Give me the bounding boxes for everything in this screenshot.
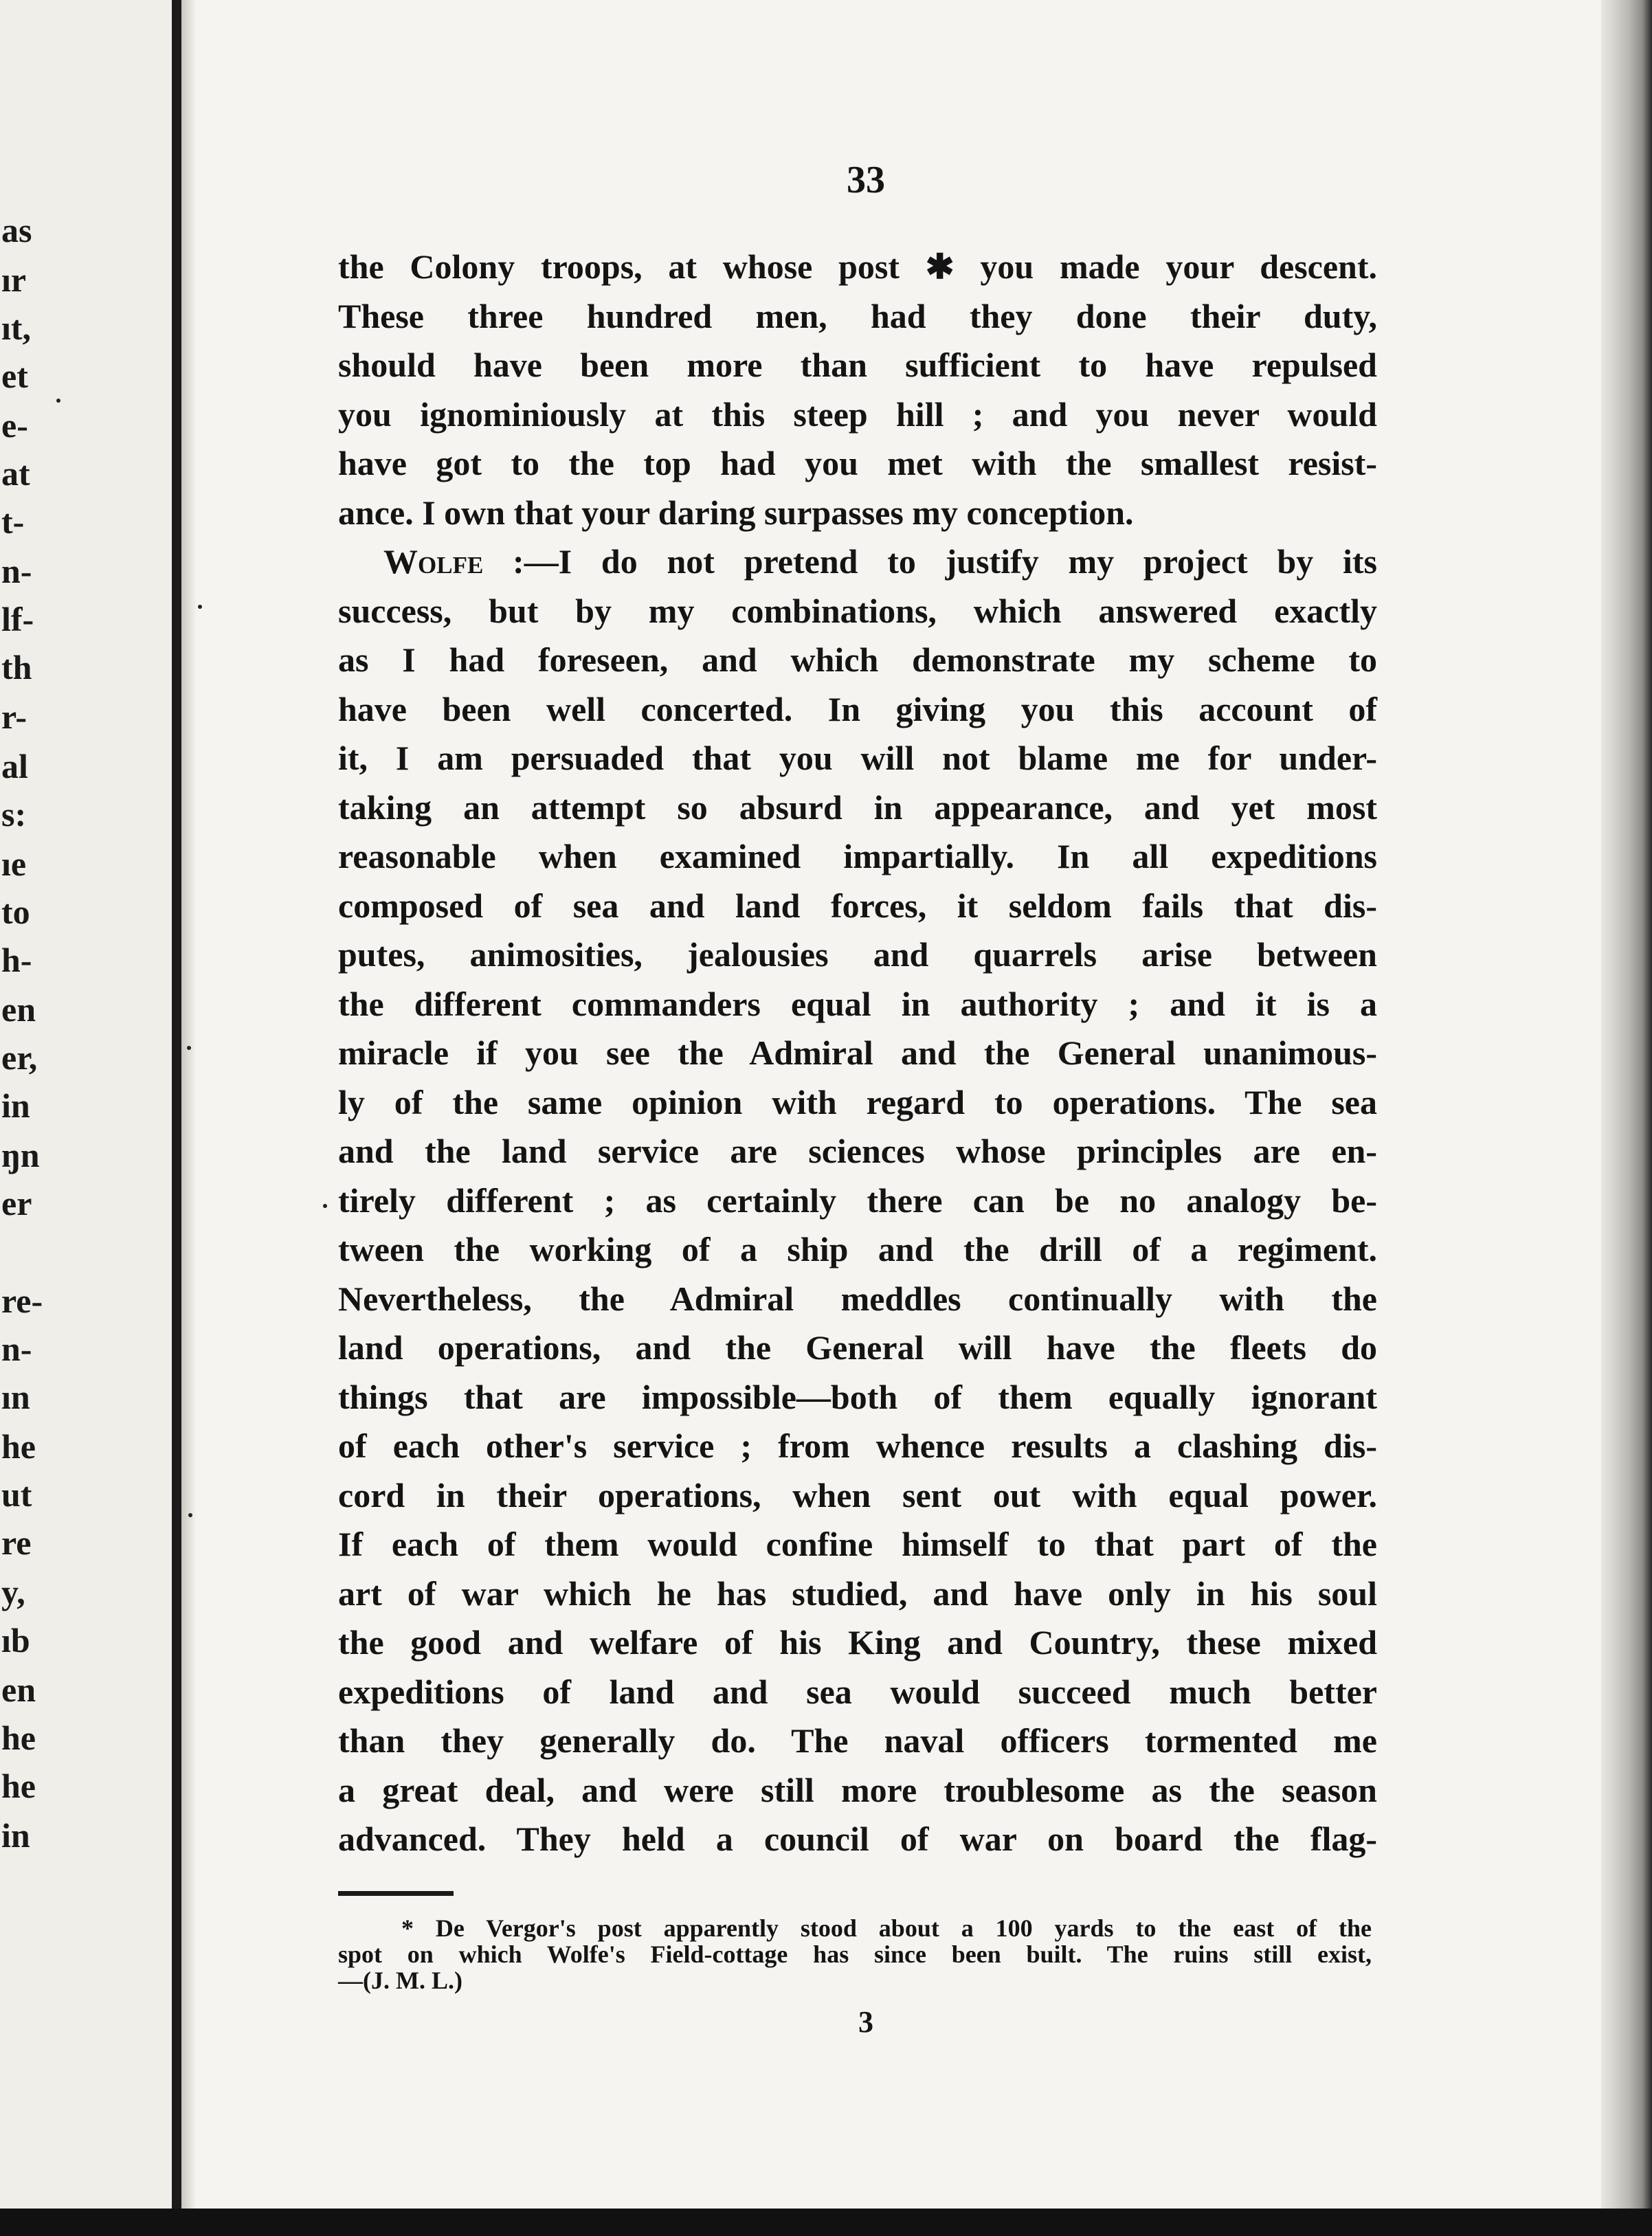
text-line bbox=[338, 690, 1377, 728]
facing-page-fragment: to bbox=[1, 893, 30, 931]
text-run: have been well concerted. In giving you this account of bbox=[338, 690, 1377, 728]
facing-page-fragment: th bbox=[1, 648, 32, 686]
facing-page-fragment: in bbox=[1, 1816, 30, 1855]
text-line bbox=[338, 837, 1377, 875]
facing-page-fragment: ıb bbox=[1, 1621, 30, 1659]
text-run: composed of sea and land forces, it seldom fails that dis- bbox=[338, 886, 1377, 925]
facing-page-fragment: n- bbox=[1, 552, 32, 590]
text-line bbox=[338, 886, 1377, 925]
facing-page-fragment: y, bbox=[1, 1573, 25, 1611]
facing-page-fragment: ıt, bbox=[1, 309, 32, 347]
facing-page-fragment: n- bbox=[1, 1330, 32, 1368]
footnote-rule bbox=[338, 1891, 454, 1896]
text-line bbox=[338, 1525, 1377, 1563]
facing-page-fragment: ŋn bbox=[1, 1136, 40, 1174]
facing-page-fragment: e- bbox=[1, 406, 28, 445]
text-run: have got to the top had you met with the smallest resist- bbox=[338, 444, 1377, 482]
text-line bbox=[338, 1673, 1377, 1711]
text-run: you ignominiously at this steep hill ; and you never would bbox=[338, 395, 1377, 434]
text-line bbox=[338, 1378, 1377, 1416]
text-line bbox=[338, 739, 1377, 777]
text-run: taking an attempt so absurd in appearance, and yet most bbox=[338, 788, 1377, 827]
text-line bbox=[338, 640, 1377, 679]
facing-page-fragment: lf- bbox=[1, 600, 34, 638]
facing-page-fragment: ut bbox=[1, 1475, 32, 1514]
text-line bbox=[338, 346, 1377, 384]
text-line bbox=[338, 1820, 1377, 1858]
text-line bbox=[338, 788, 1377, 827]
text-run: These three hundred men, had they done their duty, bbox=[338, 297, 1377, 335]
text-run: land operations, and the General will have the fleets do bbox=[338, 1328, 1377, 1367]
facing-page-edge bbox=[0, 0, 172, 2236]
facing-page-fragment: s: bbox=[1, 795, 27, 834]
text-run: :—I do not pretend to justify my project by its bbox=[483, 542, 1377, 581]
text-run: art of war which he has studied, and have only in his soul bbox=[338, 1574, 1377, 1613]
text-line bbox=[338, 1083, 1377, 1121]
text-run: things that are impossible—both of them equally ignorant bbox=[338, 1378, 1377, 1416]
ink-speck bbox=[188, 1513, 192, 1517]
text-line bbox=[338, 1181, 1377, 1220]
text-run: of each other's service ; from whence results a clashing dis- bbox=[338, 1427, 1377, 1465]
facing-page-fragment: ıe bbox=[1, 845, 27, 883]
text-run: it, I am persuaded that you will not blame me for under- bbox=[338, 739, 1377, 777]
text-line bbox=[338, 1476, 1377, 1514]
facing-page-fragment: er, bbox=[1, 1038, 38, 1077]
footnote-line: spot on which Wolfe's Field-cottage has since been built. The ruins still exist, bbox=[338, 1941, 1372, 1968]
facing-page-fragment: et bbox=[1, 357, 28, 395]
facing-page-fragment: en bbox=[1, 990, 36, 1029]
facing-page-fragment: he bbox=[1, 1767, 36, 1805]
ink-speck bbox=[323, 1204, 327, 1208]
text-line bbox=[338, 444, 1377, 482]
facing-page-fragment: al bbox=[1, 747, 28, 785]
text-line bbox=[383, 542, 1377, 581]
facing-page-fragment: ın bbox=[1, 1378, 30, 1416]
page-edge-right bbox=[1601, 0, 1652, 2236]
signature-mark: 3 bbox=[858, 2005, 873, 2039]
text-run: advanced. They held a council of war on board the flag- bbox=[338, 1820, 1377, 1858]
text-run: ly of the same opinion with regard to operations. The sea bbox=[338, 1083, 1377, 1121]
text-run: ance. I own that your daring surpasses my conception. bbox=[338, 493, 1134, 532]
page-number: 33 bbox=[847, 159, 885, 201]
footnote-line: * De Vergor's post apparently stood about a 100 yards to the east of the bbox=[401, 1914, 1372, 1942]
facing-page-fragment: he bbox=[1, 1719, 36, 1757]
text-line bbox=[338, 1623, 1377, 1662]
text-run: a great deal, and were still more troublesome as the season bbox=[338, 1771, 1377, 1809]
facing-page-fragment: he bbox=[1, 1427, 36, 1466]
text-run: If each of them would confine himself to that part of the bbox=[338, 1525, 1377, 1563]
facing-page-fragment: at bbox=[1, 454, 30, 493]
ink-speck bbox=[198, 605, 202, 609]
text-line bbox=[338, 1771, 1377, 1809]
facing-page-fragment: er bbox=[1, 1184, 32, 1222]
text-run: than they generally do. The naval officers tormented me bbox=[338, 1721, 1377, 1760]
facing-page-fragment: t- bbox=[1, 502, 25, 541]
text-line bbox=[338, 592, 1377, 630]
text-line bbox=[338, 395, 1377, 434]
facing-page-fragment: re- bbox=[1, 1282, 43, 1320]
text-line bbox=[338, 985, 1377, 1023]
ink-speck bbox=[187, 1046, 191, 1050]
book-gutter bbox=[172, 0, 181, 2236]
text-run: the Colony troops, at whose post ✱ you made your descent. bbox=[338, 247, 1377, 286]
text-line bbox=[338, 1033, 1377, 1072]
text-line bbox=[338, 1132, 1377, 1170]
text-run: the good and welfare of his King and Country, these mixed bbox=[338, 1623, 1377, 1662]
text-line bbox=[338, 1279, 1377, 1318]
facing-page-fragment: r- bbox=[1, 697, 27, 736]
text-run: success, but by my combinations, which answered exactly bbox=[338, 592, 1377, 630]
facing-page-fragment: en bbox=[1, 1670, 36, 1709]
text-run: miracle if you see the Admiral and the General unanimous- bbox=[338, 1033, 1377, 1072]
text-run: Nevertheless, the Admiral meddles continually with the bbox=[338, 1279, 1377, 1318]
facing-page-fragment: in bbox=[1, 1086, 30, 1125]
text-line bbox=[338, 935, 1377, 974]
facing-page-fragment: ır bbox=[1, 260, 27, 299]
facing-page-fragment: as bbox=[1, 211, 32, 249]
text-run: and the land service are sciences whose principles are en- bbox=[338, 1132, 1377, 1170]
ink-speck bbox=[56, 399, 60, 403]
text-line bbox=[338, 247, 1377, 286]
text-run: should have been more than sufficient to have repulsed bbox=[338, 346, 1377, 384]
text-line bbox=[338, 1427, 1377, 1465]
text-run: as I had foreseen, and which demonstrate my scheme to bbox=[338, 640, 1377, 679]
footnote-line: —(J. M. L.) bbox=[338, 1967, 462, 1994]
text-run: putes, animosities, jealousies and quarrels arise between bbox=[338, 935, 1377, 974]
text-line bbox=[338, 1230, 1377, 1268]
speaker-name: Wolfe bbox=[383, 542, 484, 581]
text-run: the different commanders equal in authority ; and it is a bbox=[338, 985, 1377, 1023]
text-run: expeditions of land and sea would succeed much better bbox=[338, 1673, 1377, 1711]
text-run: tween the working of a ship and the drill of a regiment. bbox=[338, 1230, 1377, 1268]
text-line bbox=[338, 493, 1377, 532]
gutter-shadow bbox=[181, 0, 197, 2236]
text-run: cord in their operations, when sent out with equal power. bbox=[338, 1476, 1377, 1514]
text-line bbox=[338, 297, 1377, 335]
facing-page-fragment: re bbox=[1, 1523, 32, 1562]
text-line bbox=[338, 1721, 1377, 1760]
text-line bbox=[338, 1574, 1377, 1613]
page-edge-bottom bbox=[0, 2209, 1652, 2236]
text-line bbox=[338, 1328, 1377, 1367]
text-run: tirely different ; as certainly there can be no analogy be- bbox=[338, 1181, 1377, 1220]
facing-page-fragment: h- bbox=[1, 941, 32, 979]
text-run: reasonable when examined impartially. In all expeditions bbox=[338, 837, 1377, 875]
